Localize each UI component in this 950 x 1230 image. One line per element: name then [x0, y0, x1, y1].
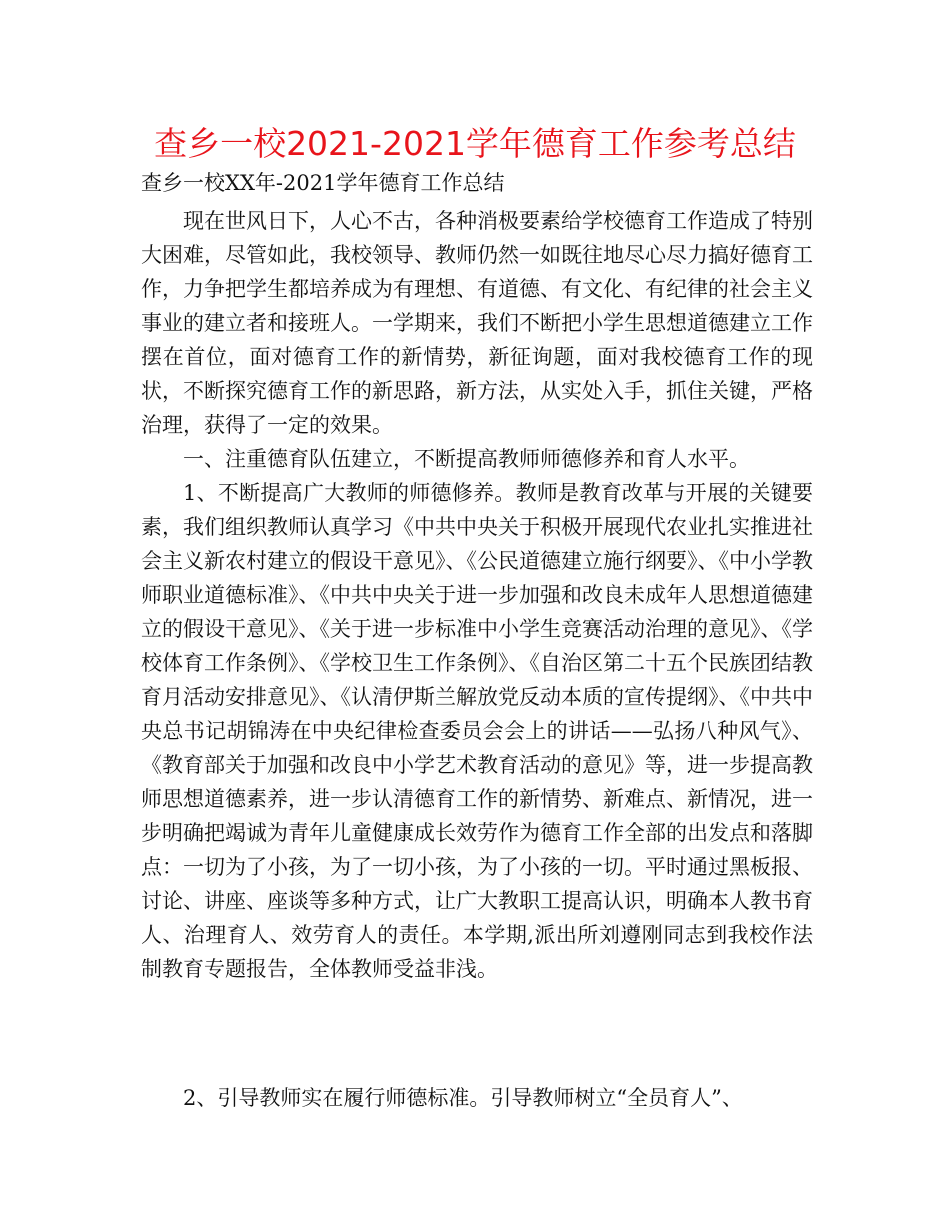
body-paragraph-2: 1、不断提高广大教师的师德修养。教师是教育改革与开展的关键要素，我们组织教师认真学习《中共中央关于积极开展现代农业扎实推进社会主义新农村建立的假设干意见》、《公民道德建立施行纲要》、《中小学教师职业道德标准》、《中共中央关于进一步加强和改良未成年人思想道德建立的假设干意见》、《关于进一步标准中小学生竞赛活动治理的意见》、《学校体育工作条例》、《学校卫生工作条例》、《自治区第二十五个民族团结教育月活动安排意见》、《认清伊斯兰解放党反动本质的宣传提纲》、《中共中央总书记胡锦涛在中央纪律检查委员会会上的讲话——弘扬八种风气》、《教育部关于加强和改良中小学艺术教育活动的意见》等，进一步提高教师思想道德素养，进一步认清德育工作的新情势、新难点、新情况，进一步明确把竭诚为青年儿童健康成长效劳作为德育工作全部的出发点和落脚点：一切为了小孩，为了一切小孩，为了小孩的一切。平时通过黑板报、讨论、讲座、座谈等多种方式，让广大教职工提高认识，明确本人教书育人、治理育人、效劳育人的责任。本学期,派出所刘遵刚同志到我校作法制教育专题报告，全体教师受益非浅。: [141, 481, 813, 981]
body-paragraph-3: 2、引导教师实在履行师德标准。引导教师树立“全员育人”、: [183, 1086, 743, 1110]
section-heading-1: 一、注重德育队伍建立，不断提高教师师德修养和育人水平。: [183, 447, 750, 471]
body-paragraph-1: 现在世风日下，人心不古，各种消极要素给学校德育工作造成了特别大困难，尽管如此，我校领导、教师仍然一如既往地尽心尽力搞好德育工作，力争把学生都培养成为有理想、有道德、有文化、有纪律的社会主义事业的建立者和接班人。一学期来，我们不断把小学生思想道德建立工作摆在首位，面对德育工作的新情势，新征询题，面对我校德育工作的现状，不断探究德育工作的新思路，新方法，从实处入手，抓住关键，严格治理，获得了一定的效果。: [141, 209, 813, 437]
document-title: 查乡一校2021-2021学年德育工作参考总结: [154, 124, 796, 163]
document-subtitle: 查乡一校XX年-2021学年德育工作总结: [141, 171, 505, 195]
